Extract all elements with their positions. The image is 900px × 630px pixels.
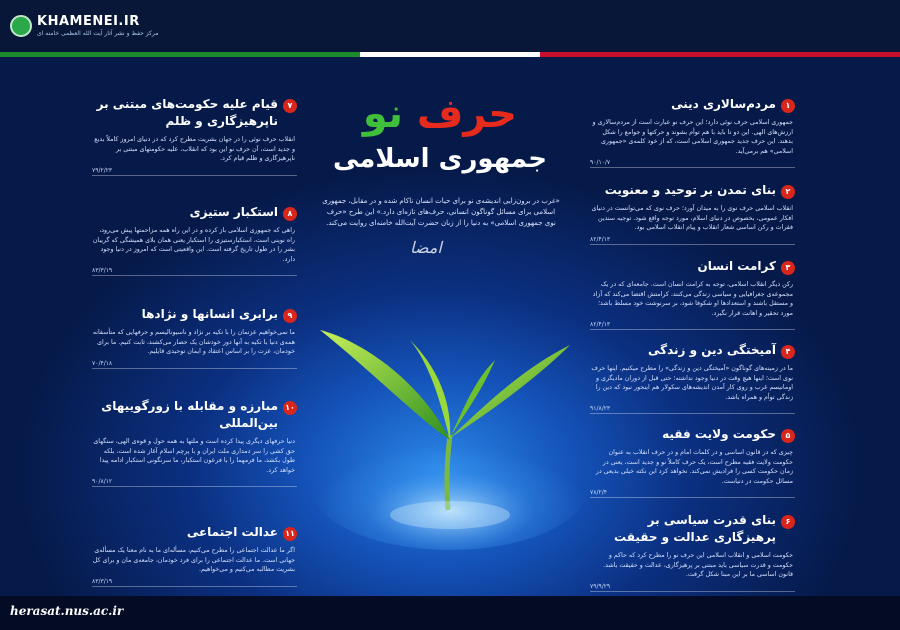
point-date: ۸۳/۳/۱۹ [92,267,113,275]
point-number: ۳ [781,261,795,275]
point-5 [590,426,795,498]
point-number: ۱ [781,99,795,113]
point-body: ما نمی‌خواهیم عزتمان را با تکیه بر نژاد و ناسیونالیسم و حرفهایی که متأسفانه همه‌ی دنیا با تکیه به آنها دور خودشان یک حصار می‌کشند، ثابت کنیم. ما برای خودمان، عزت را بر اساس اعتقاد و ایمان توحیدی قایلیم. [92,329,295,356]
intro-quote: «غرب در برون‌زایی اندیشه‌ی نو برای حیات انسان ناکام شده و در مقابل، جمهوری اسلامی برای مسائل گوناگون انسانی، حرف‌های تازه‌ای دارد.» این طرح «حرف نوی جمهوری اسلامی» به دنیا را از زبان حضرت آیت‌الله خامنه‌ای روایت می‌کند. [322,197,560,227]
point-title: بنای تمدن بر توحید و معنویت [604,183,776,197]
point-title: استکبار ستیزی [189,205,278,219]
point-date: ۷۰/۴/۱۸ [92,359,113,367]
point-date: ۷۹/۹/۲۹ [590,582,611,590]
site-logo[interactable] [10,14,158,37]
point-7 [92,96,297,176]
point-date: ۹۰/۸/۱۲ [92,478,113,486]
logo-text: KHAMENEI.IR [37,14,140,29]
signature: امضا [410,238,442,257]
title-word-harf: حرف [416,91,518,137]
point-body: انقلاب اسلامی حرف نوی را به میدان آورد؛ حرف نوی که می‌توانست در دنیای افکار عمومی، بخصوص در دنیای اسلام، مورد توجه واقع شود. توجیه سندین فقرات و رکن اساسی شعار انقلاب و پیام انقلاب اسلامی بود. [591,205,793,232]
point-title: مبارزه و مقابله با زورگوییهای بین‌المللی [101,399,278,430]
point-number: ۱۱ [283,527,297,541]
divider [92,275,297,276]
point-title: حکومت ولایت فقیه [662,427,776,441]
divider [590,329,795,330]
title-subtitle: جمهوری اسلامی [332,144,548,174]
point-body: جمهوری اسلامی حرف نوئی دارد؛ این حرف نو عبارت است از مردم‌سالاری و ارزش‌های الهی. این دو تا باید با هم توأم بشوند و حرکتها و جوامع را شکل بدهند. این حرف جدید جمهوری اسلامی است، که از خود کلمه‌ی «جمهوری اسلامی» هم برمی‌آید. [592,119,793,155]
point-number: ۶ [781,515,795,529]
point-title: مردم‌سالاری دینی [671,97,776,111]
point-1 [590,96,795,168]
point-6 [590,512,795,592]
point-body: دنیا حرفهای دیگری پیدا کرده است و ملتها به همه حول و قوه‌ی الهی، سنگهای حق کشی را سر دمداری ملت ایران و با پرچم اسلام آغاز شده است، بلکه طول بکشد، ما فرمهما را با فرعون استکبار، ما سرنگونی استکبار ادامه پیدا خواهد کرد. [93,438,295,474]
divider [590,497,795,498]
point-date: ۷۹/۲/۲۳ [92,166,113,174]
point-date: ۹۱/۸/۲۳ [590,405,611,413]
point-date: ۷۸/۲/۴ [590,489,607,497]
point-11 [92,524,297,587]
logo-subtitle: مرکز حفظ و نشر آثار آیت الله العظمی خامنه ای [37,30,159,37]
point-date: ۸۲/۴/۱۳ [590,235,611,243]
footer-url[interactable]: herasat.nus.ac.ir [10,604,124,618]
point-body: ما در زمینه‌های گوناگون «آمیختگی دین و زندگی» را مطرح میکنیم. اینها حرف نوی است؛ اینها هیچ وقت در دنیا وجود نداشته؛ حتی قبل از دوران مادیگری و اومانیسم غرب و روی کار آمدن اندیشه‌های سکولار هم اینجور نبود که دین را زندگی توأم و همراه باشد. [591,365,793,401]
footer-bar [0,596,900,630]
point-body: اگر ما عدالت اجتماعی را مطرح می‌کنیم، مسأله‌ای ما به نام معنا یک مسأله‌ی جهانی است. ما عدالت اجتماعی را برای فرد خودمان، جامعه‌ی مان و برای کل بشریت مطالبه می‌کنیم و می‌خواهیم. [92,547,295,574]
point-number: ۲ [781,185,795,199]
point-4 [590,342,795,414]
point-date: ۹۰/۱۰/۷ [590,159,611,167]
flag-stripe [0,52,900,57]
point-number: ۵ [781,429,795,443]
point-body: چیزی که در قانون اساسی و در کلمات امام و در حرف انقلاب به عنوان حکومت ولایت فقیه مطرح است، یک حرف کاملاً نو و جدید است، یعنی در زمان حکومت کسی را فرادیش نمی‌کند. نخواهد کرد این نکته خیلی بدیعی در مسائل حکومت در دنیاست. [595,449,793,485]
point-body: راهی که جمهوری اسلامی باز کرده و در این راه همه مزاحمتها پیش می‌رود، راه نوینی است، استکبارستیزی را استکبار یعنی همان بلای همیشگی که گریبان بشر را در طول تاریخ گرفته است. این واقعیتی است که امروز در دنیا وجود دارد. [92,227,295,263]
point-body: انقلاب حرف نوئی را در جهان بشریت مطرح کرد که در دنیای امروز کاملاً بدیع و جدید است، آن حرف نو این بود که انقلاب، علیه حکومتهای مبتنی بر ناپرهیزگاری و ظلم قیام کرد. [94,136,295,163]
divider [92,368,297,369]
point-number: ۱۰ [283,401,297,415]
emblem-icon [10,15,32,37]
point-number: ۴ [781,345,795,359]
point-2 [590,182,795,245]
point-8 [92,204,297,276]
point-body: حکومت اسلامی و انقلاب اسلامی این حرف نو را مطرح کرد که حاکم و حکومت و قدرت سیاسی باید مبتنی بر پرهیزگاری، عدالت و حقیقت باشد. قانون اساسی ما بر این مبنا شکل گرفت. [603,552,793,579]
sprout-illustration [300,310,600,550]
point-title: کرامت انسان [697,259,776,273]
divider [92,486,297,487]
divider [92,586,297,587]
title-word-no: نو [362,91,403,137]
divider [590,244,795,245]
point-9 [92,306,297,369]
point-date: ۸۲/۴/۱۳ [590,321,611,329]
point-body: رکن دیگر انقلاب اسلامی، توجه به کرامت انسان است. جامعه‌ای که در یک مجموعه‌ی جغرافیایی و سیاسی زندگی می‌کنند، کرامتش اقتضا می‌کند که آزاد و مستقل باشند و استعدادها او شکوفا شود، بر سرنوشت خود مسلط باشد؛ مورد تحقیر و اهانت قرار نگیرد. [592,281,793,317]
divider [92,175,297,176]
point-number: ۸ [283,207,297,221]
divider [590,413,795,414]
point-title: آمیختگی دین و زندگی [647,343,776,357]
point-number: ۷ [283,99,297,113]
point-title: عدالت اجتماعی [186,525,278,539]
point-10 [92,398,297,487]
point-title: برابری انسانها و نژادها [141,307,278,321]
point-title: قیام علیه حکومت‌های مبتنی بر ناپرهیزگاری و ظلم [96,97,278,128]
divider [590,167,795,168]
poster-title [320,90,560,200]
divider [590,591,795,592]
point-3 [590,258,795,330]
point-title: بنای قدرت سیاسی بر پرهیزگاری عدالت و حقیقت [613,513,776,544]
point-number: ۹ [283,309,297,323]
point-date: ۸۳/۳/۱۹ [92,577,113,585]
